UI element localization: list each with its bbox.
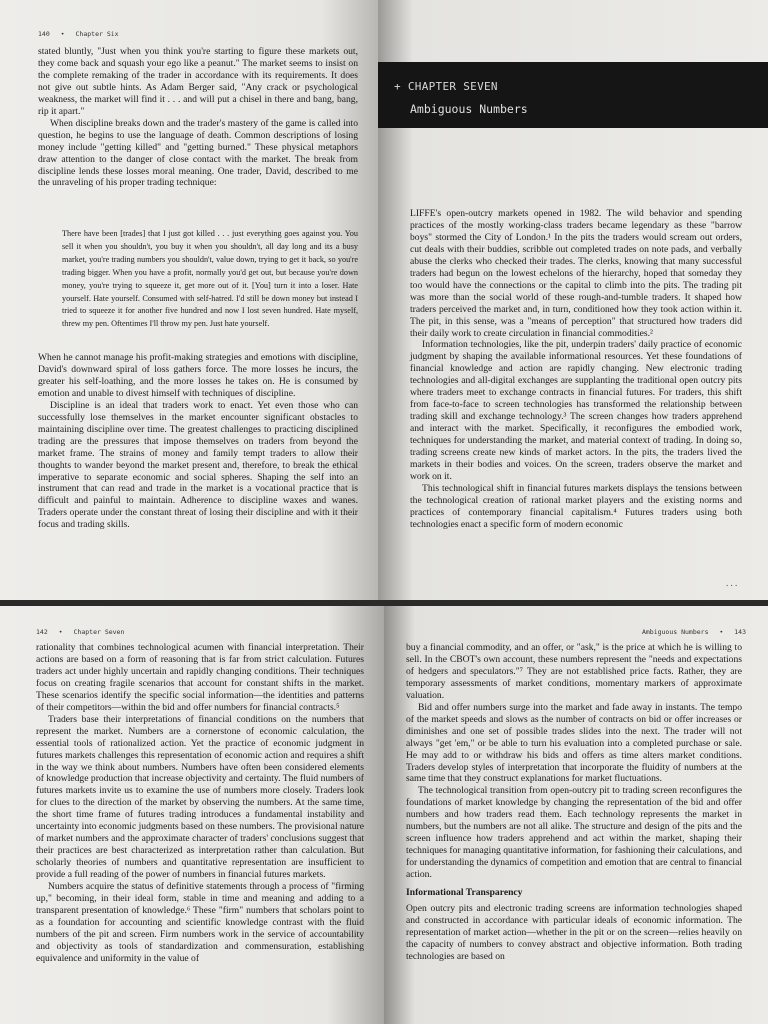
page-142 bbox=[0, 606, 384, 1024]
separator: • bbox=[719, 628, 724, 636]
chapter-title: Ambiguous Numbers bbox=[410, 102, 528, 116]
block-quote: There have been [trades] that I just got killed . . . just everything goes against you. You sell it when you shouldn't, you buy it when you shouldn't, all day long and its a busy market, you're trading numbers you shouldn't, value down, trying to get it back, so you're trading bigger. When you have a profit, normally you'd get out, but because you're down money, you're trying to squeeze it, get more out of it. [You] turn it into a loser. Hate yourself. Hate yourself. Consumed with self-hatred. I'd still be down money but instead I tried to squeeze it for another five hundred and now I lost seven hundred. Hate myself, threw my pen. Oftentimes I'll throw my pen. Just hate yourself. bbox=[62, 229, 358, 329]
body-text-142 bbox=[36, 642, 364, 965]
page-number: 140 bbox=[38, 30, 50, 38]
paragraph: When he cannot manage his profit-making strategies and emotions with discipline, David's downward spiral of loss gathers force. The more losses he incurs, the greater his self-loathing, and the more losses he takes on. He is consumed by emotion and unable to divest himself with techniques of discipline. bbox=[38, 352, 358, 399]
body-text-140-after bbox=[38, 352, 358, 531]
paragraph: stated bluntly, "Just when you think you're starting to figure these markets out, they come back and squash your ego like a peanut." The market seems to insist on the complete remaking of the trader in accordance with its requirements. It does not give out subtle hints. As Adam Berger said, "Any crack or psychological weakness, the market will find it . . . and will put a chisel in there and bang, bang, rip it apart." bbox=[38, 46, 358, 117]
page-143 bbox=[384, 606, 768, 1024]
paragraph: Traders base their interpretations of financial conditions on the numbers that represent the market. Numbers are a cornerstone of economic calculation, the essential tools of rationalized action. Yet the practice of economic judgment in futures markets challenges this representation of economic action and requires a shift in the way we think about numbers. Numbers have often been considered elements of knowledge production that increase objectivity and certainty. The fluid numbers of futures markets invite us to examine the use of numbers more closely. Traders look for clues to the direction of the market by observing the numbers. At the same time, the short time frame of futures trading introduces a fundamental instability and uncertainty into economic judgments based on these numbers. The provisional nature of market numbers and the approximate character of traders' conclusions suggest that their practices are best characterized as interpretation rather than calculation. But scholarly theories of numbers and quantitative representation are insufficient to provide a full reading of the power of numbers in financial futures markets. bbox=[36, 713, 364, 881]
page-number: 142 bbox=[36, 628, 48, 636]
running-head-140 bbox=[38, 30, 119, 38]
paragraph: buy a financial commodity, and an offer, or "ask," is the price at which he is willing to sell. In the CBOT's own account, these numbers represent the "needs and expectations of hedgers and speculators."⁷ They are not established price facts. Rather, they are temporary assessments of market conditions, momentary markers of approximate valuation. bbox=[406, 642, 742, 701]
body-text-140 bbox=[38, 46, 358, 189]
paragraph: Numbers acquire the status of definitive statements through a process of "firming up," becoming, in their ideal form, stable in time and meaning and adding to a transparent presentation of knowledge.⁶ These "firm" numbers that scholars point to as a foundation for accounting and scientific knowledge contrast with the fluid numbers of the pit and screen. Firm numbers work in the service of accountability and objectivity as tools of standardization and commensuration, establishing equivalence and uniformity in the value of bbox=[36, 881, 364, 964]
separator: • bbox=[58, 628, 63, 636]
paragraph: The technological transition from open-outcry pit to trading screen reconfigures the foundations of market knowledge by changing the representation of the bid and offer numbers and how traders read them. Each technology represents the market in numbers, but the numbers are not all alike. The structure and design of the pits and the screen influence how traders apprehend and act within the market, shaping their techniques for managing quantitative information, for fashioning their calculations, and for understanding the dynamics of competition and emotion that are central to financial action. bbox=[406, 785, 742, 881]
paragraph: Discipline is an ideal that traders work to enact. Yet even those who can successfully lose themselves in the market encounter significant obstacles to maintaining discipline over time. The greatest challenges to practicing disciplined trading are the pressures that impose themselves on traders from beyond the market frame. The strains of money and family tempt traders to allow their thoughts to wander beyond the market present and, therefore, to break the ethical imperative to separate economic and social spheres. Shaping the self into an instrument that can read and trade in the market is a vocational practice that is difficult and painful to maintain. Adherence to discipline waxes and wanes. Traders operate under the constant threat of losing their discipline and with it their focus and trading skills. bbox=[38, 399, 358, 531]
paragraph: Open outcry pits and electronic trading screens are information technologies shaped and constructed in accordance with particular ideals of economic information. The representation of market action—whether in the pit or on the screen—relies heavily on the capacity of numbers to convey abstract and objective information. Both trading technologies are based on bbox=[406, 903, 742, 962]
chapter-number: + CHAPTER SEVEN bbox=[394, 80, 498, 93]
continuation-mark: . . . bbox=[726, 578, 738, 588]
paragraph: This technological shift in financial futures markets displays the tensions between the technological creation of rational market players and the existing norms and practices of contemporary financial capitalism.⁴ Futures traders using both technologies enact a specific form of modern economic bbox=[410, 482, 742, 530]
running-head-143 bbox=[642, 628, 746, 636]
separator: • bbox=[60, 30, 65, 38]
chapter-name: Ambiguous Numbers bbox=[641, 628, 709, 636]
body-text-143 bbox=[406, 642, 742, 963]
chapter-opener-band bbox=[378, 62, 768, 128]
paragraph: LIFFE's open-outcry markets opened in 1982. The wild behavior and spending practices of the mostly working-class traders became legendary as these "barrow boys" stormed the City of London.¹ In the pits the traders would scream out orders, cut deals with their buddies, scribble out completed trades on note pads, and verbally abuse the clerks who checked their trades. The clerks, knowing that many successful traders had begun on the lowest echelons of the hierarchy, hoped that someday they too would have the connections or the capital to climb into the pits. The trading pit was more than the social world of these rough-and-tumble traders. It shaped how traders perceived the market and, in turn, conditioned how they took action within it. The pit, in this sense, was a "means of perception" that structured how traders did their daily work to create circulation in financial commodities.² bbox=[410, 208, 742, 339]
paragraph: When discipline breaks down and the trader's mastery of the game is called into question, he begins to use the language of death. Common descriptions of losing money include "getting killed" and "getting burned." These physical metaphors draw attention to the danger of close contact with the market. The break from discipline lends these losses moral meaning. One trader, David, described to me the unraveling of his proper trading technique: bbox=[38, 117, 358, 189]
paragraph: Bid and offer numbers surge into the market and fade away in instants. The tempo of the market speeds and slows as the number of contracts on bid or offer increases or diminishes and one set of possible trades slides into the next. The trader will not always "get 'em," or be able to turn his evaluation into a completed purchase or sale. He may add to or withdraw his bids and offers as time alters market conditions. Traders develop styles of interpretation that incorporate the fluidity of numbers at the same time that they construct explanations for market fluctuations. bbox=[406, 701, 742, 785]
section-heading: Informational Transparency bbox=[406, 887, 523, 899]
paragraph: Information technologies, like the pit, underpin traders' daily practice of economic judgment by shaping the available informational resources. Yet these foundations of financial knowledge and action are rapidly changing. New electronic trading technologies and all-digital exchanges are supplanting the traditional open outcry pits where traders meet to exchange contracts in financial futures. For traders, this shift from face-to-face to screen technologies has transformed the relationship between trading skill and exchange technology.³ The screen changes how traders apprehend and interact with the market. Specifically, it reconfigures the embodied work, techniques for understanding the market, and material context of trading. In doing so, trading screens create new kinds of market actors. In the pits, the traders lived the markets in their bodies and voices. On the screen, traders observe the market and work on it. bbox=[410, 339, 742, 482]
running-head-142 bbox=[36, 628, 124, 636]
chapter-name: Chapter Seven bbox=[73, 628, 125, 636]
body-text-141 bbox=[410, 208, 742, 531]
page-number: 143 bbox=[734, 628, 746, 636]
chapter-name: Chapter Six bbox=[75, 30, 119, 38]
page-140 bbox=[0, 0, 378, 600]
paragraph: rationality that combines technological acumen with financial interpretation. Their actions are based on a form of reasoning that is far from strict calculation. Futures traders act under highly uncertain and rapidly changing conditions. Their techniques focus on creating fragile scenarios that account for constant shifts in the market. These scenarios identify the specific social information—the identities and patterns of their competitors—within the bid and offer numbers for financial contracts.⁵ bbox=[36, 642, 364, 713]
